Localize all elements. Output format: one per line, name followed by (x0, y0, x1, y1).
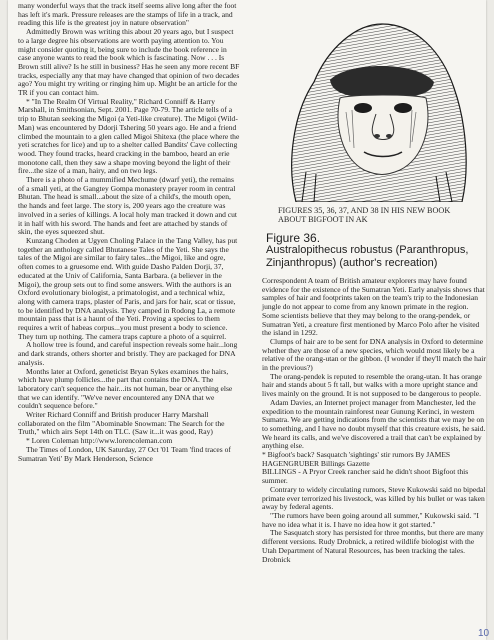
paragraph: Clumps of hair are to be sent for DNA analysis in Oxford to determine whether they are those of a new species, which would most likely be a relative of the orang-utan or the gibbon. (I wonder if they'll match the hair in the previous?) (262, 336, 486, 373)
figure-title (266, 232, 486, 269)
paragraph: There is a photo of a mummified Mechume (dwarf yeti), the remains of a small yeti, at the Gangtey Gompa monastery prayer room in central Bhutan. The head is small...about the size of a child's, the mouth open, the hands and feet large. The story is, 200 years ago the creature was involved in a series of killings. A local holy man tracked it down and cut it in half with his sword. The hands and feet are attached by stands of skin, the eyes squeezed shut. (18, 175, 238, 237)
left-column (18, 2, 240, 463)
hairy-head-drawing (266, 2, 482, 202)
paragraph: Months later at Oxford, geneticist Bryan Sykes examines the hairs, which have plump follicles...the part that contains the DNA. The laboratory can't sequence the hair...its not human, bear or anything else that we can identify. "We've never encountered any DNA that we couldn't sequence before." (18, 366, 233, 411)
figure-description: Australopithecus robustus (Paranthropus, Zinjanthropus) (author's recreation) (266, 244, 469, 269)
figure-caption: FIGURES 35, 36, 37, AND 38 IN HIS NEW BOOK ABOUT BIGFOOT IN AK (278, 206, 451, 225)
page-number: 10 (478, 628, 490, 639)
document-page (8, 0, 490, 640)
paragraph: The Sasquatch story has persisted for three months, but there are many different versions. Rudy Drobnick, a retired wildlife biologist with the Utah Department of Natural Resources, has been tracking the tales. Drobnick (262, 528, 484, 564)
paragraph: * "In The Realm Of Virtual Reality," Richard Conniff & Harry Marshall, in Smithsonian, Sept. 2001. Page 70-79. The article tells of a trip to Bhutan seeking the Migoi (a Yeti-like creature). The Migoi (Wild-Man) was encountered by Ddorji Tshering 50 years ago. He and a friend climbed the mountain to a glen called Migoi Shitexa (the place where the yeti scratches for lice) and up to a shelter called Bandits' Cave collecting wood. They found tracks, heard cracking in the bamboo, heard an erie monotone call, then they saw a shape moving beyond the light of their fire...the size of a man, hairy, and on two legs. (18, 96, 240, 176)
paragraph: * Loren Coleman http://www.lorencoleman.com (26, 436, 173, 446)
paragraph: A hollow tree is found, and careful inspection reveals some hair...long and dark strands, others shorter and bristly. They are packaged for DNA analysis. (18, 340, 238, 367)
paragraph: * Bigfoot's back? Sasquatch 'sightings' stir rumors By JAMES HAGENGRUBER Billings Gazette (262, 450, 451, 468)
paragraph: many wonderful ways that the track itself seems alive long after the foot has left it's mark. Pressure releases are the stamps of life in a track, and reading this life is the greatest joy in nature observation" (18, 1, 237, 28)
paragraph: Contrary to widely circulating rumors, Steve Kukowski said no bipedal primate ever terrorized his livestock, was killed by his bullet or was taken away by federal agents. (262, 484, 486, 512)
hominid-illustration (266, 2, 482, 202)
paragraph: Kunzang Choden at Ugyen Choling Palace in the Tang Valley, has put together an anthology called Bhutanese Tales of the Yeti. She says the tales of the Migoi are similar to fairy tales...the Migoi, like and ogre, often comes to a gruesome end. With guide Dasho Palden Dorji, 37, educated at the Univ of California, Santa Barbara. (a believer in the Migoi), the group sets out to find some answers. With the authors is an Oxford evolutionary biologist, a primatologist, and a technical whiz, along with camera traps, plaster of Paris, and jars for hair, scat or tissue, to be identified by DNA analysis. They camped in Rodong La, a remote mountain pass that is a haunt of the Yeti. Proving a species to them requires a writ of habeas corpus...you must present a body to science. They turn up nothing. The camera traps capture a photo of a squirrel. (18, 235, 238, 341)
paragraph: "The rumors have been going around all summer," Kukowski said. "I have no idea what it is. I have no idea how it got started." (262, 510, 479, 529)
right-column (262, 277, 486, 564)
figure-number: Figure 36. (266, 231, 321, 245)
paragraph: The orang-pendek is reputed to resemble the orang-utan. It has orange hair and stands about 5 ft tall, but walks with a more upright stance and lives mainly on the ground. It is not supposed to be dangerous to people. (262, 371, 482, 399)
paragraph: BILLINGS - A Pryor Creek rancher said he didn't shoot Bigfoot this summer. (262, 467, 469, 486)
paragraph: Admittedly Brown was writing this about 20 years ago, but I suspect to a large degree his observations are worth paying attention to. You might consider quoting it, being sure to include the book reference in case anyone wants to read the book which is fascinating. Now . . . Is Brown still alive? Is he still in business? Has he seen any more recent BF tracks, especially any that may have changed that opinion of two decades ago? You might try writing or ringing him up. Might be an article for the TR if you can contact him. (18, 27, 240, 98)
paragraph: Correspondent A team of British amateur explorers may have found evidence for the existence of the Sumatran Yeti. Early analysis shows that samples of hair and footprints taken on the team's trip to the Indonesian jungle do not appear to come from any known primate in the region. Some scientists believe that they may belong to the orang-pendek, or Sumatran Yeti, a creature first mentioned by Marco Polo after he visited the island in 1292. (262, 276, 485, 338)
paragraph: The Times of London, UK Saturday, 27 Oct '01 Team 'find traces of Sumatran Yeti' By Mark Henderson, Science (18, 444, 231, 463)
paragraph: Adam Davies, an Internet project manager from Manchester, led the expedition to the mountain rainforest near Gunung Kerinci, in western Sumatra. We are getting indications from the scientists that we may be on to something, and I have no doubt myself that this creature exists, he said. We heard its calls, and we've discovered a trail that can't be explained by anything else. (262, 397, 486, 451)
paragraph: Writer Richard Conniff and British producer Harry Marshall collaborated on the film "Abominable Snowman: The Search for the Truth," which airs Sept 14th on TLC. (Saw it...it was good, Ray) (18, 410, 225, 437)
